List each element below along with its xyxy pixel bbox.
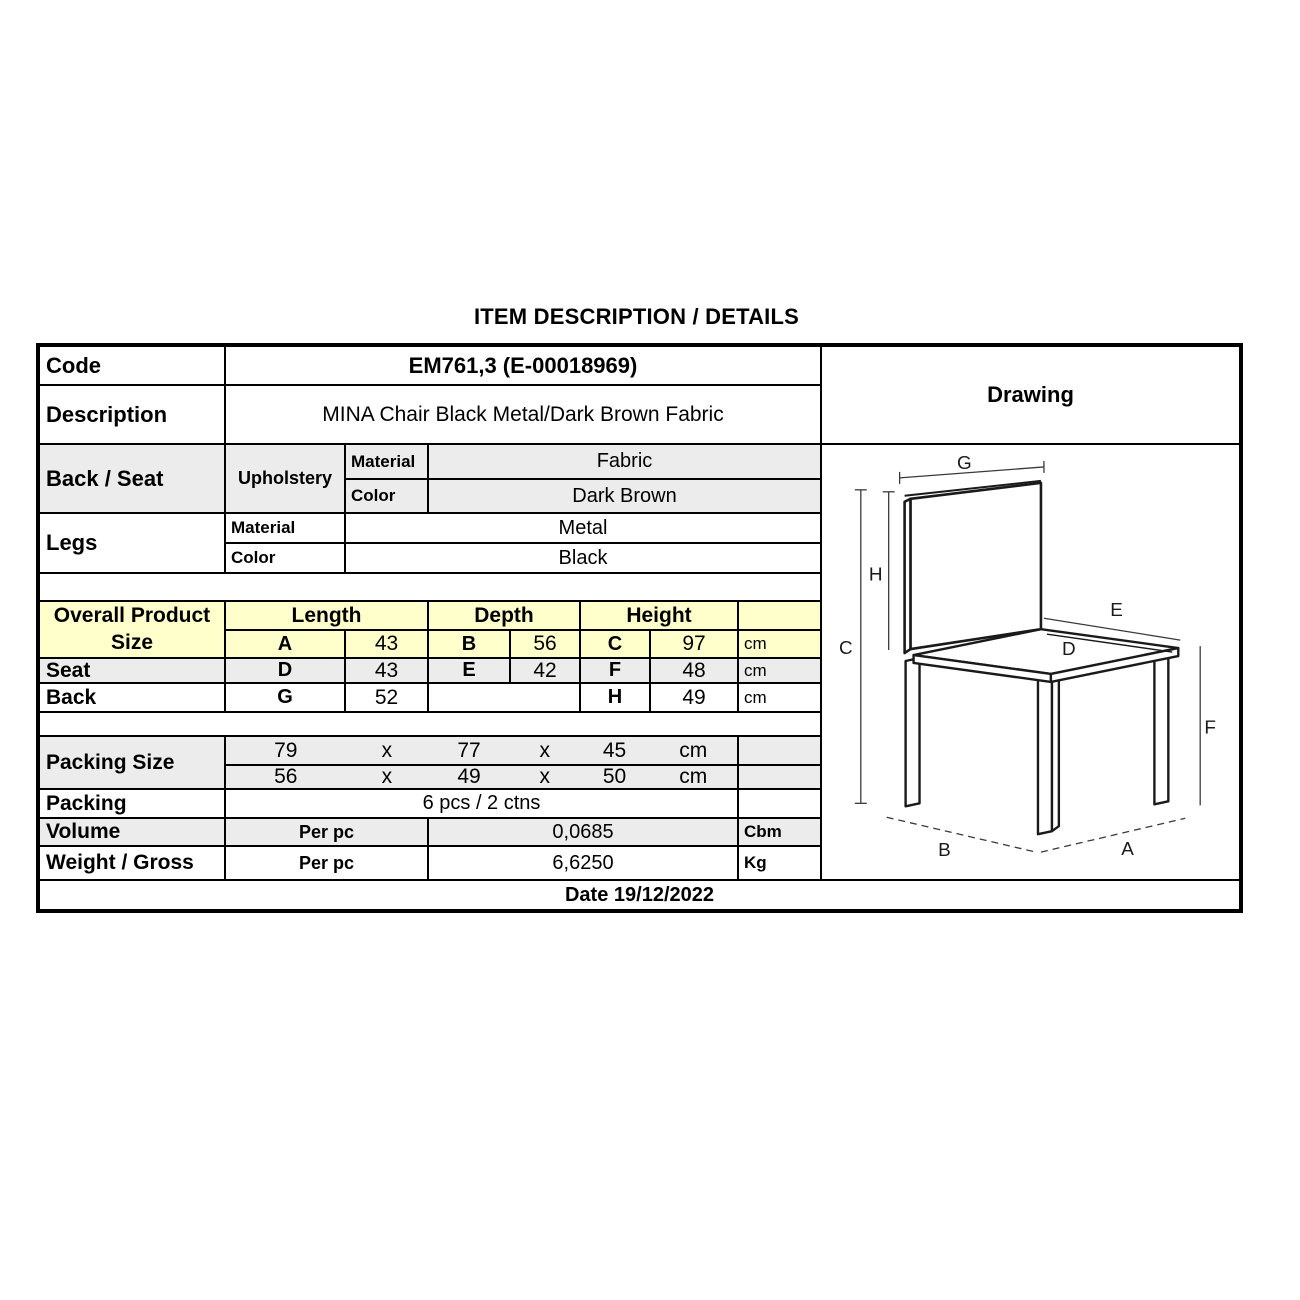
code-label: Code (39, 346, 225, 385)
dim-key-c: C (580, 630, 650, 658)
length-column-header: Length (225, 601, 428, 630)
dim-val-d: 43 (345, 658, 428, 683)
overall-size-label-line2: Size (110, 630, 154, 654)
volume-per-pc: Per pc (225, 818, 428, 846)
packing-size-label: Packing Size (39, 736, 225, 789)
chair-drawing (822, 444, 1239, 880)
dim-val-g: 52 (345, 683, 428, 712)
seat-unit: cm (738, 658, 821, 683)
dim-key-a: A (225, 630, 345, 658)
legs-material-key: Material (225, 513, 345, 543)
back-row-label: Back (39, 683, 225, 712)
pack1-x2: x (539, 738, 550, 762)
pack1-v2: 77 (457, 738, 481, 762)
dim-label-f: F (1204, 717, 1216, 739)
dim-val-f: 48 (650, 658, 738, 683)
height-column-header: Height (580, 601, 738, 630)
dim-label-a: A (1121, 839, 1134, 861)
dim-label-b: B (938, 840, 951, 862)
back-row-empty-cell (428, 683, 580, 712)
legs-color-value: Black (345, 543, 821, 573)
seat-row-label: Seat (39, 658, 225, 683)
pack2-v3: 50 (602, 765, 627, 788)
dim-val-e: 42 (510, 658, 580, 683)
back-seat-color-value: Dark Brown (428, 479, 821, 513)
weight-per-pc: Per pc (225, 846, 428, 880)
volume-label: Volume (39, 818, 225, 846)
packing-size-row-2 (225, 765, 738, 789)
dim-val-c: 97 (650, 630, 738, 658)
dim-key-g: G (225, 683, 345, 712)
code-value: EM761,3 (E-00018969) (225, 346, 821, 385)
dim-label-g: G (956, 452, 972, 474)
back-seat-color-key: Color (345, 479, 428, 513)
legs-label: Legs (39, 513, 225, 573)
volume-unit: Cbm (738, 818, 821, 846)
packing-size-row-1-empty (738, 736, 821, 765)
back-unit: cm (738, 683, 821, 712)
weight-unit: Kg (738, 846, 821, 880)
drawing-header: Drawing (821, 346, 1240, 444)
description-value: MINA Chair Black Metal/Dark Brown Fabric (225, 385, 821, 444)
dim-label-e: E (1110, 600, 1123, 622)
overall-size-label (39, 601, 225, 658)
dim-val-a: 43 (345, 630, 428, 658)
dim-key-f: F (580, 658, 650, 683)
size-header-empty-cell (738, 601, 821, 630)
spacer-row-2 (39, 712, 821, 736)
packing-size-row-2-empty (738, 765, 821, 789)
pack1-v3: 45 (602, 738, 627, 762)
pack2-x1: x (381, 765, 393, 788)
back-seat-material-value: Fabric (428, 444, 821, 479)
packing-value: 6 pcs / 2 ctns (225, 789, 738, 818)
dim-val-b: 56 (510, 630, 580, 658)
dim-val-h: 49 (650, 683, 738, 712)
overall-unit: cm (738, 630, 821, 658)
drawing-panel (821, 444, 1240, 880)
chair-backrest (905, 481, 1041, 653)
dim-key-e: E (428, 658, 510, 683)
weight-gross-label: Weight / Gross (39, 846, 225, 880)
pack1-x1: x (381, 738, 393, 762)
dim-label-c: C (839, 638, 853, 660)
depth-column-header: Depth (428, 601, 580, 630)
date-row: Date 19/12/2022 (39, 880, 1240, 910)
dim-label-d: D (1061, 639, 1076, 661)
packing-empty-cell (738, 789, 821, 818)
item-description-table (36, 343, 1243, 913)
pack1-v1: 79 (274, 738, 298, 762)
volume-value: 0,0685 (428, 818, 738, 846)
pack2-unit: cm (679, 765, 708, 788)
pack2-v1: 56 (274, 765, 298, 788)
page-title: ITEM DESCRIPTION / DETAILS (473, 304, 800, 329)
packing-size-row-1 (225, 736, 738, 765)
dim-key-h: H (580, 683, 650, 712)
overall-size-label-line1: Overall Product (53, 604, 211, 628)
description-label: Description (39, 385, 225, 444)
dim-label-h: H (868, 564, 883, 586)
pack1-unit: cm (679, 738, 708, 762)
legs-color-key: Color (225, 543, 345, 573)
back-seat-label: Back / Seat (39, 444, 225, 513)
weight-value: 6,6250 (428, 846, 738, 880)
spacer-row-1 (39, 573, 821, 601)
upholstery-label: Upholstery (225, 444, 345, 513)
dim-key-b: B (428, 630, 510, 658)
back-seat-material-key: Material (345, 444, 428, 479)
legs-material-value: Metal (345, 513, 821, 543)
pack2-v2: 49 (457, 765, 481, 788)
dim-key-d: D (225, 658, 345, 683)
packing-label: Packing (39, 789, 225, 818)
pack2-x2: x (539, 765, 550, 788)
